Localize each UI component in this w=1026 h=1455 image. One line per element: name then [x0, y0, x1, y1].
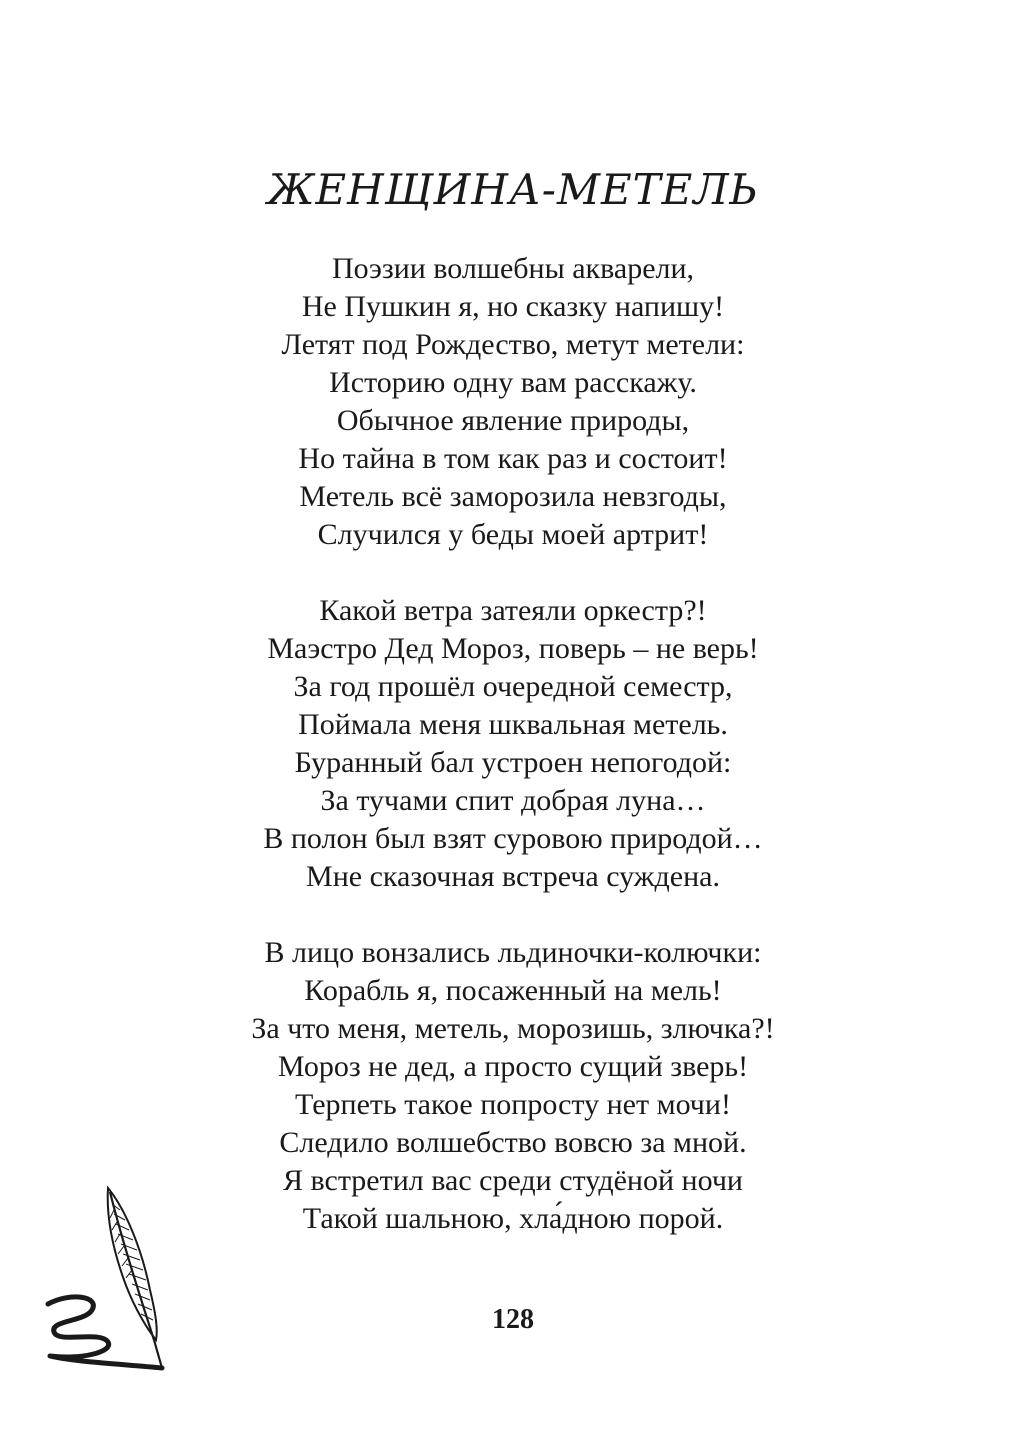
- poem-line: Мне сказочная встреча суждена.: [306, 860, 720, 893]
- poem-line: В полон был взят суровою природой…: [263, 822, 763, 855]
- poem-title: ЖЕНЩИНА-МЕТЕЛЬ: [267, 165, 759, 214]
- poem-line: Не Пушкин я, но сказку напишу!: [301, 290, 725, 323]
- stanza-1: [0, 250, 1026, 554]
- poem-line: Историю одну вам расскажу.: [329, 366, 697, 399]
- page-number: 128: [492, 1304, 534, 1335]
- poem-line: В лицо вонзались льдиночки-колючки:: [264, 936, 762, 969]
- poem-line: Случился у беды моей артрит!: [317, 518, 709, 551]
- quill-pen-icon: [30, 1180, 180, 1380]
- poem-line: Следило волшебство вовсю за мной.: [279, 1126, 747, 1159]
- poem-line: Такой шальною, хла́дною порой.: [302, 1202, 724, 1235]
- poem-line: Я встретил вас среди студёной ночи: [283, 1164, 743, 1197]
- poem-line: Мороз не дед, а просто сущий зверь!: [277, 1050, 749, 1083]
- poem-line: Но тайна в том как раз и состоит!: [298, 442, 728, 475]
- poem-line: Маэстро Дед Мороз, поверь – не верь!: [267, 632, 759, 665]
- poem-body: [0, 250, 1026, 1238]
- poem-line: Какой ветра затеяли оркестр?!: [319, 594, 707, 627]
- poem-line: Обычное явление природы,: [336, 404, 690, 437]
- poem-line: Буранный бал устроен непогодой:: [294, 746, 732, 779]
- stanza-2: [0, 592, 1026, 896]
- poem-line: За год прошёл очередной семестр,: [293, 670, 733, 703]
- poem-line: За тучами спит добрая луна…: [320, 784, 706, 817]
- poem-line: Корабль я, посаженный на мель!: [304, 974, 722, 1007]
- poem-line: Летят под Рождество, метут метели:: [281, 328, 745, 361]
- poem-line: Поэзии волшебны акварели,: [331, 252, 695, 285]
- poem-line: Метель всё заморозила невзгоды,: [299, 480, 727, 513]
- poem-line: Терпеть такое попросту нет мочи!: [295, 1088, 731, 1121]
- poem-line: Поймала меня шквальная метель.: [298, 708, 728, 741]
- poem-line: За что меня, метель, морозишь, злючка?!: [251, 1012, 775, 1045]
